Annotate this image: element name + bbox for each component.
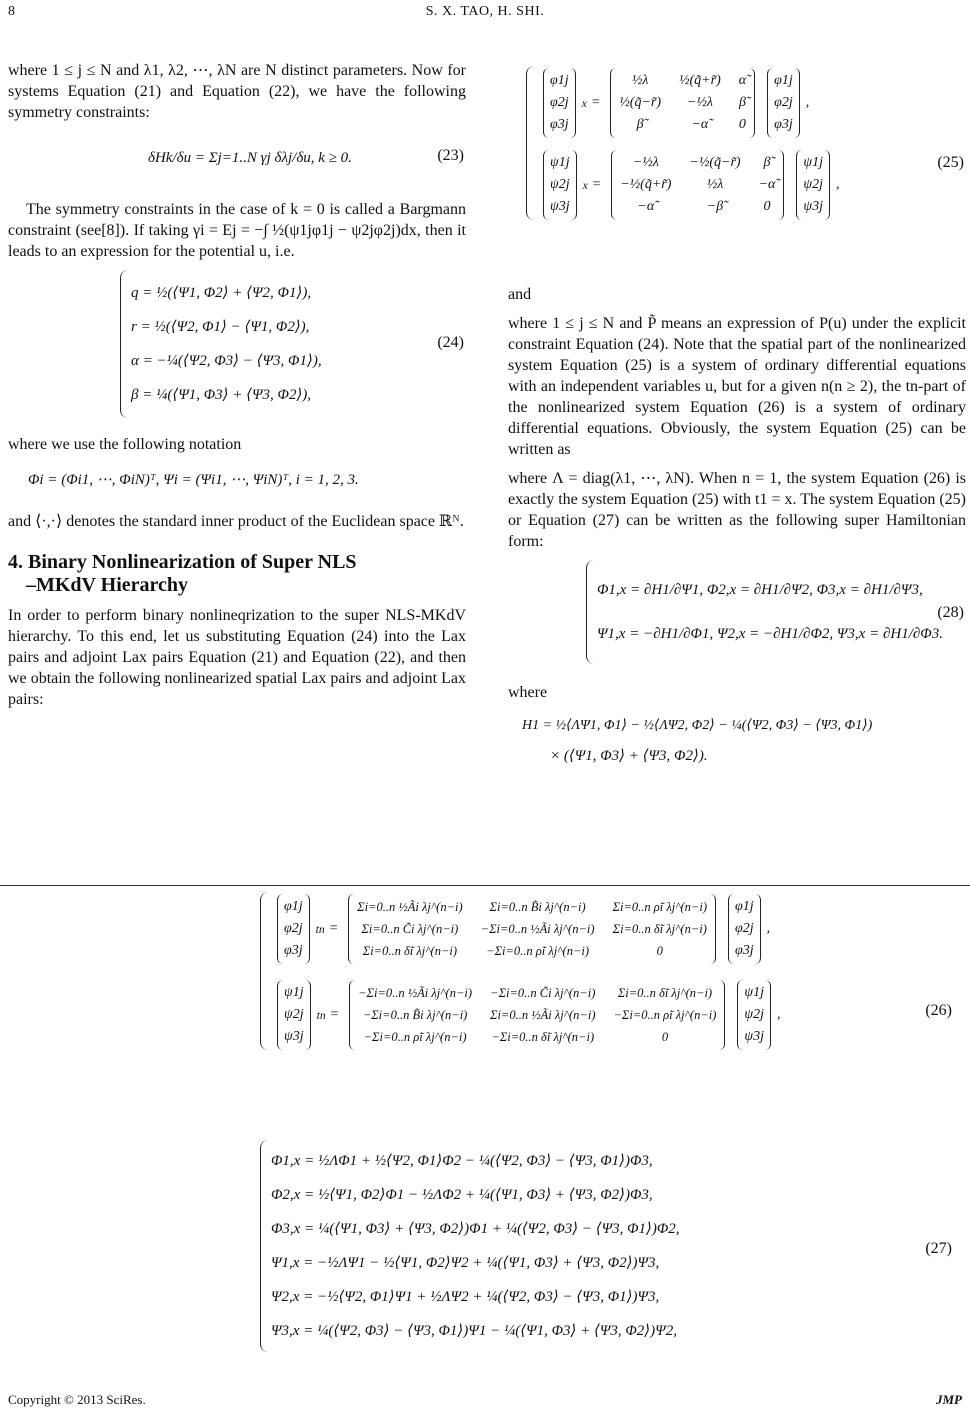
matrix-entry: 0 xyxy=(661,1030,669,1044)
paragraph-where: where xyxy=(508,684,548,701)
matrix-entry: −Σi=0..n ρ̃i λj^(n−i) xyxy=(613,1008,717,1022)
paragraph-and: and xyxy=(508,286,532,303)
equation-26-phi-vector-rhs xyxy=(728,894,761,964)
equation-23 xyxy=(8,131,466,189)
paragraph-explicit-constraint: where 1 ≤ j ≤ N and P̃ means an expression of P(u) under the explicit constraint Equation (24). Note that the spatial part of the nonlinearized system Equation (25) is a system of ordinary differential equations with an independent variables u, but for a given n(n ≥ 2), the tn-part of the nonlinearized system Equation (26) is a system of ordinary differential equations. Obviously, the system Equation (25) can be written as xyxy=(508,315,966,458)
equation-27-label: (27) xyxy=(925,1240,952,1257)
footer-journal: JMP xyxy=(936,1392,962,1407)
equation-24-q: q = ½(⟨Ψ1, Φ2⟩ + ⟨Ψ2, Φ1⟩), xyxy=(131,285,312,301)
matrix-entry: −Σi=0..n δ̃i λj^(n−i) xyxy=(491,1030,595,1044)
vector-entry: ψ3j xyxy=(803,199,823,214)
vector-entry: φ3j xyxy=(735,943,754,958)
equation-25-phi-vector xyxy=(543,68,576,138)
equation-27-line1: Φ1,x = ½ΛΦ1 + ½⟨Ψ2, Φ1⟩Φ2 − ¼(⟨Ψ2, Φ3⟩ − ⟨Ψ3, Φ1⟩)Φ3, xyxy=(271,1153,653,1169)
equation-26-subscript: tn xyxy=(315,922,325,936)
matrix-entry: Σi=0..n ½Ãi λj^(n−i) xyxy=(357,900,463,914)
vector-entry: φ2j xyxy=(550,95,569,110)
matrix-entry: −Σi=0..n ½Ãi λj^(n−i) xyxy=(480,922,595,936)
equation-26-psi-vector xyxy=(277,980,311,1050)
vector-entry: φ2j xyxy=(735,921,754,936)
equation-24-label: (24) xyxy=(437,334,464,351)
equation-25 xyxy=(508,66,966,274)
matrix-entry: −Σi=0..n C̃i λj^(n−i) xyxy=(490,986,596,1000)
matrix-entry: α̃ xyxy=(738,73,747,88)
bottom-equations xyxy=(260,892,960,1370)
left-column xyxy=(8,60,466,718)
vector-entry: φ3j xyxy=(774,117,793,132)
equation-24 xyxy=(8,270,466,424)
equation-27-line6: Ψ3,x = ¼(⟨Ψ2, Φ3⟩ − ⟨Ψ3, Φ1⟩)Ψ1 − ¼(⟨Ψ1, Φ3⟩ + ⟨Ψ3, Φ2⟩)Ψ2, xyxy=(271,1323,677,1339)
paragraph-notation-intro: where we use the following notation xyxy=(8,436,242,453)
paragraph-section4: In order to perform binary nonlineqrization to the super NLS-MKdV hierarchy. To this end, let us substituting Equation (24) into the Lax pairs and adjoint Lax pairs Equation (21) and Equation (22), and then we obtain the following nonlinearized spatial Lax pairs and adjoint Lax pairs: xyxy=(8,607,466,708)
vector-entry: ψ3j xyxy=(284,1029,304,1044)
equation-28-label: (28) xyxy=(937,604,964,621)
equation-28-system xyxy=(586,560,943,664)
vector-entry: φ1j xyxy=(284,899,303,914)
matrix-entry: −Σi=0..n ρ̃i λj^(n−i) xyxy=(486,944,590,958)
notation-equation xyxy=(8,463,466,497)
equation-25-subscript: x xyxy=(581,96,587,110)
equation-25-phi-row: φ1j φ2j φ3j x = ½λ ½(q̃+r̃) α̃ ½(q̃−r̃) −½λ β̃ β̃ −α̃ 0 φ1j φ2j φ3j , xyxy=(537,68,927,138)
matrix-entry: Σi=0..n δ̃i λj^(n−i) xyxy=(362,944,458,958)
matrix-entry: 0 xyxy=(656,944,663,958)
matrix-entry: −α̃ xyxy=(691,117,709,132)
page-number: 8 xyxy=(8,4,15,19)
equation-27-system xyxy=(260,1140,811,1352)
equation-24-alpha: α = −¼(⟨Ψ2, Φ3⟩ − ⟨Ψ3, Φ1⟩), xyxy=(131,353,322,369)
equation-28-phi-line: Φ1,x = ∂H1/∂Ψ1, Φ2,x = ∂H1/∂Ψ2, Φ3,x = ∂H1/∂Ψ3, xyxy=(597,582,923,598)
matrix-entry: −Σi=0..n ρ̃i λj^(n−i) xyxy=(363,1030,467,1044)
notation-equation-body: Φi = (Φi1, ⋯, ΦiN)ᵀ, Ψi = (Ψi1, ⋯, ΨiN)ᵀ, i = 1, 2, 3. xyxy=(28,472,359,488)
paragraph-bargmann: The symmetry constraints in the case of k = 0 is called a Bargmann constraint (see[8]). If taking γi = Ej = −∫ ½(ψ1jφ1j − ψ2jφ2j)dx, then it leads to an expression for the potential u, i.e. xyxy=(8,201,466,260)
hamiltonian-line2: × (⟨Ψ1, Φ3⟩ + ⟨Ψ3, Φ2⟩). xyxy=(550,748,708,764)
matrix-entry: Σi=0..n C̃i λj^(n−i) xyxy=(361,922,459,936)
equation-23-label: (23) xyxy=(437,147,464,164)
vector-entry: φ1j xyxy=(550,73,569,88)
matrix-entry: −α̃ xyxy=(637,199,655,214)
equation-25-psi-matrix xyxy=(611,150,784,220)
footer-copyright: Copyright © 2013 SciRes. xyxy=(8,1392,146,1407)
equation-27 xyxy=(260,1140,960,1370)
vector-entry: ψ3j xyxy=(550,199,570,214)
equation-27-line3: Φ3,x = ¼(⟨Ψ1, Φ3⟩ + ⟨Ψ3, Φ2⟩)Φ1 + ¼(⟨Ψ2, Φ3⟩ − ⟨Ψ3, Φ1⟩)Φ2, xyxy=(271,1221,680,1237)
equation-23-body: δHk/δu = Σj=1..N γj δλj/δu, k ≥ 0. xyxy=(148,150,352,166)
matrix-entry: Σi=0..n ρ̃i λj^(n−i) xyxy=(612,900,707,914)
matrix-entry: −½(q̃+r̃) xyxy=(620,177,672,192)
equation-25-phi-vector-rhs xyxy=(767,68,800,138)
section-heading-line2: –MKdV Hierarchy xyxy=(26,574,189,596)
matrix-entry: β̃ xyxy=(738,95,746,110)
matrix-entry: −½(q̃−r̃) xyxy=(689,155,741,170)
vector-entry: φ3j xyxy=(550,117,569,132)
equation-26-phi-row: φ1j φ2j φ3j tn = Σi=0..n ½Ãi λj^(n−i) Σi=0..n B̃i λj^(n−i) Σi=0..n ρ̃i λj^(n−i) Σi=0..n C̃i λj^(n−i) −Σi=0..n ½Ãi λj^(n−i) Σi=0..n δ̃i λj^(n−i) Σi=0..n δ̃i λj^(n−i) −Σi=0..n ρ̃i λj^(n−i) 0 φ1j φ2j φ3j , xyxy=(271,894,841,964)
running-header-authors: S. X. TAO, H. SHI. xyxy=(425,4,545,19)
matrix-entry: β̃ xyxy=(763,155,771,170)
matrix-entry: Σi=0..n B̃i λj^(n−i) xyxy=(489,900,586,914)
hamiltonian-body xyxy=(508,711,966,771)
equation-25-psi-row: ψ1j ψ2j ψ3j x = −½λ −½(q̃−r̃) β̃ −½(q̃+r̃) ½λ −α̃ −α̃ −β̃ 0 ψ1j ψ2j ψ3j , xyxy=(537,150,927,220)
vector-entry: φ1j xyxy=(774,73,793,88)
vector-entry: φ1j xyxy=(735,899,754,914)
matrix-entry: −β̃ xyxy=(706,199,724,214)
equation-25-phi-matrix xyxy=(610,68,755,138)
hamiltonian-equation xyxy=(508,711,966,781)
vector-entry: ψ2j xyxy=(803,177,823,192)
matrix-entry: 0 xyxy=(738,117,746,132)
equation-24-system xyxy=(120,270,381,418)
vector-entry: ψ2j xyxy=(550,177,570,192)
matrix-entry: Σi=0..n δ̃i λj^(n−i) xyxy=(612,922,707,936)
matrix-entry: −α̃ xyxy=(758,177,776,192)
equation-26-psi-row: ψ1j ψ2j ψ3j tn = −Σi=0..n ½Ãi λj^(n−i) −Σi=0..n C̃i λj^(n−i) Σi=0..n δ̃i λj^(n−i) −Σi=0..n B̃i λj^(n−i) Σi=0..n ½Ãi λj^(n−i) −Σi=0..n ρ̃i λj^(n−i) −Σi=0..n ρ̃i λj^(n−i) −Σi=0..n δ̃i λj^(n−i) 0 ψ1j ψ2j ψ3j , xyxy=(271,980,841,1050)
matrix-entry: −Σi=0..n B̃i λj^(n−i) xyxy=(362,1008,468,1022)
matrix-entry: −½λ xyxy=(686,95,713,110)
section-heading xyxy=(8,551,466,597)
vector-entry: φ2j xyxy=(284,921,303,936)
vector-entry: ψ1j xyxy=(284,985,304,1000)
equation-25-label: (25) xyxy=(937,154,964,171)
matrix-entry: Σi=0..n δ̃i λj^(n−i) xyxy=(617,986,713,1000)
vector-entry: φ2j xyxy=(774,95,793,110)
equation-25-psi-vector xyxy=(543,150,577,220)
equation-26 xyxy=(260,892,960,1132)
paragraph-lambda-diag: where Λ = diag(λ1, ⋯, λN). When n = 1, the system Equation (26) is exactly the system Equation (25) with t1 = x. The system Equation (25) or Equation (27) can be written as the following super Hamiltonian form: xyxy=(508,470,966,550)
matrix-entry: ½(q̃−r̃) xyxy=(619,95,662,110)
paragraph-intro: where 1 ≤ j ≤ N and λ1, λ2, ⋯, λN are N distinct parameters. Now for systems Equation (21) and Equation (22), we have the following symmetry constraints: xyxy=(8,62,466,121)
equation-26-label: (26) xyxy=(925,1002,952,1019)
vector-entry: ψ1j xyxy=(744,985,764,1000)
matrix-entry: ½(q̃+r̃) xyxy=(679,73,721,88)
right-column xyxy=(508,60,966,791)
equation-24-beta: β = ¼(⟨Ψ1, Φ3⟩ + ⟨Ψ3, Φ2⟩), xyxy=(131,387,312,403)
equation-25-psi-vector-rhs xyxy=(796,150,830,220)
equation-25-subscript: x xyxy=(582,178,588,192)
matrix-entry: −Σi=0..n ½Ãi λj^(n−i) xyxy=(358,986,473,1000)
equation-26-subscript: tn xyxy=(316,1008,326,1022)
equation-26-psi-matrix xyxy=(349,980,725,1050)
equation-27-line4: Ψ1,x = −½ΛΨ1 − ½⟨Ψ1, Φ2⟩Ψ2 + ¼(⟨Ψ1, Φ3⟩ + ⟨Ψ3, Φ2⟩)Ψ3, xyxy=(271,1255,660,1271)
matrix-entry: Σi=0..n ½Ãi λj^(n−i) xyxy=(490,1008,596,1022)
equation-27-line2: Φ2,x = ½⟨Ψ1, Φ2⟩Φ1 − ½ΛΦ2 + ¼(⟨Ψ1, Φ3⟩ + ⟨Ψ3, Φ2⟩)Φ3, xyxy=(271,1187,653,1203)
equation-26-system xyxy=(260,892,841,1050)
vector-entry: ψ2j xyxy=(744,1007,764,1022)
equation-25-system xyxy=(526,66,927,220)
matrix-entry: β̃ xyxy=(636,117,644,132)
matrix-entry: −½λ xyxy=(632,155,659,170)
equation-26-phi-matrix xyxy=(348,894,716,964)
equation-24-r: r = ½(⟨Ψ2, Φ1⟩ − ⟨Ψ1, Φ2⟩), xyxy=(131,319,310,335)
page-divider xyxy=(0,885,970,886)
equation-26-psi-vector-rhs xyxy=(737,980,771,1050)
equation-28 xyxy=(508,560,966,672)
vector-entry: φ3j xyxy=(284,943,303,958)
paragraph-inner-product: and ⟨·,·⟩ denotes the standard inner product of the Euclidean space ℝᴺ. xyxy=(8,513,464,530)
matrix-entry: ½λ xyxy=(706,177,724,192)
section-heading-line1: 4. Binary Nonlinearization of Super NLS xyxy=(8,551,357,573)
vector-entry: ψ2j xyxy=(284,1007,304,1022)
hamiltonian-line1: H1 = ½⟨ΛΨ1, Φ1⟩ − ½⟨ΛΨ2, Φ2⟩ − ¼(⟨Ψ2, Φ3⟩ − ⟨Ψ3, Φ1⟩) xyxy=(522,718,873,733)
equation-28-psi-line: Ψ1,x = −∂H1/∂Φ1, Ψ2,x = −∂H1/∂Φ2, Ψ3,x = ∂H1/∂Φ3. xyxy=(597,626,943,642)
vector-entry: ψ1j xyxy=(803,155,823,170)
equation-26-phi-vector xyxy=(277,894,310,964)
matrix-entry: 0 xyxy=(763,199,771,214)
vector-entry: ψ3j xyxy=(744,1029,764,1044)
vector-entry: ψ1j xyxy=(550,155,570,170)
equation-27-line5: Ψ2,x = −½⟨Ψ2, Φ1⟩Ψ1 + ½ΛΨ2 + ¼(⟨Ψ2, Φ3⟩ − ⟨Ψ3, Φ1⟩)Ψ3, xyxy=(271,1289,660,1305)
matrix-entry: ½λ xyxy=(631,73,649,88)
